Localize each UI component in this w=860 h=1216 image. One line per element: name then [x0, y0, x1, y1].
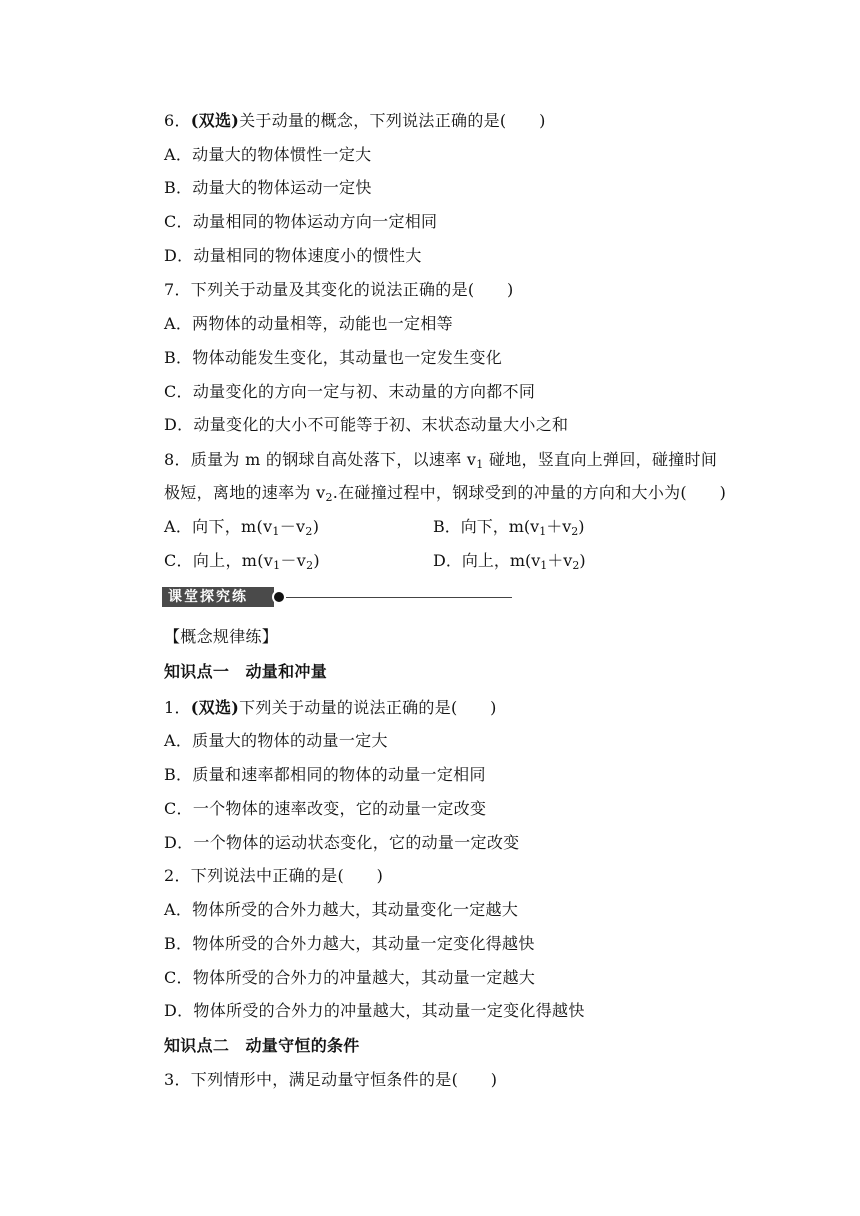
q8-option-d: D．向上，$m(v_1+v_2)$: [433, 551, 586, 572]
q7-option-a: A．两物体的动量相等，动能也一定相等: [164, 314, 453, 333]
banner-label: 课堂探究练: [162, 587, 274, 607]
q6-option-c: C．动量相同的物体运动方向一定相同: [164, 212, 438, 231]
q8-stem-line2: 极短，离地的速率为 $v_2$.在碰撞过程中，钢球受到的冲量的方向和大小为( ): [164, 483, 727, 504]
q6-option-d: D．动量相同的物体速度小的惯性大: [164, 246, 422, 265]
p2-option-d: D．物体所受的合外力的冲量越大，其动量一定变化得越快: [164, 1001, 585, 1020]
q7-option-d: D．动量变化的大小不可能等于初、末状态动量大小之和: [164, 415, 569, 434]
q8-option-a: A．向下，$m(v_1-v_2)$: [164, 517, 320, 538]
q6-stem: 6．(双选)关于动量的概念，下列说法正确的是( ): [164, 111, 546, 130]
banner-dot-icon: [272, 590, 286, 604]
q6-option-a: A．动量大的物体惯性一定大: [164, 145, 372, 164]
section-heading: 【概念规律练】: [164, 627, 279, 646]
p2-stem: 2．下列说法中正确的是( ): [164, 866, 384, 885]
q6-option-b: B．动量大的物体运动一定快: [164, 178, 372, 197]
q7-option-b: B．物体动能发生变化，其动量也一定发生变化: [164, 348, 503, 367]
q8-stem-line1: 8．质量为 m 的钢球自高处落下，以速率 $v_1$ 碰地，竖直向上弹回，碰撞时间: [164, 450, 718, 471]
q8-option-c: C．向上，$m(v_1-v_2)$: [164, 551, 320, 572]
p1-option-b: B．质量和速率都相同的物体的动量一定相同: [164, 765, 486, 784]
p1-option-d: D．一个物体的运动状态变化，它的动量一定改变: [164, 833, 520, 852]
p2-option-c: C．物体所受的合外力的冲量越大，其动量一定越大: [164, 968, 536, 987]
q8-option-b: B．向下，$m(v_1+v_2)$: [433, 517, 585, 538]
p3-stem: 3．下列情形中，满足动量守恒条件的是( ): [164, 1070, 498, 1089]
p2-option-b: B．物体所受的合外力越大，其动量一定变化得越快: [164, 934, 535, 953]
p1-stem: 1．(双选)下列关于动量的说法正确的是( ): [164, 698, 497, 717]
p1-option-a: A．质量大的物体的动量一定大: [164, 731, 388, 750]
knowledge-point-2: 知识点二 动量守恒的条件: [164, 1036, 360, 1055]
p1-option-c: C．一个物体的速率改变，它的动量一定改变: [164, 799, 487, 818]
q7-option-c: C．动量变化的方向一定与初、末动量的方向都不同: [164, 382, 536, 401]
section-banner: [162, 586, 512, 608]
p2-option-a: A．物体所受的合外力越大，其动量变化一定越大: [164, 900, 519, 919]
knowledge-point-1: 知识点一 动量和冲量: [164, 662, 328, 681]
q7-stem: 7．下列关于动量及其变化的说法正确的是( ): [164, 280, 514, 299]
banner-rule: [286, 597, 512, 598]
